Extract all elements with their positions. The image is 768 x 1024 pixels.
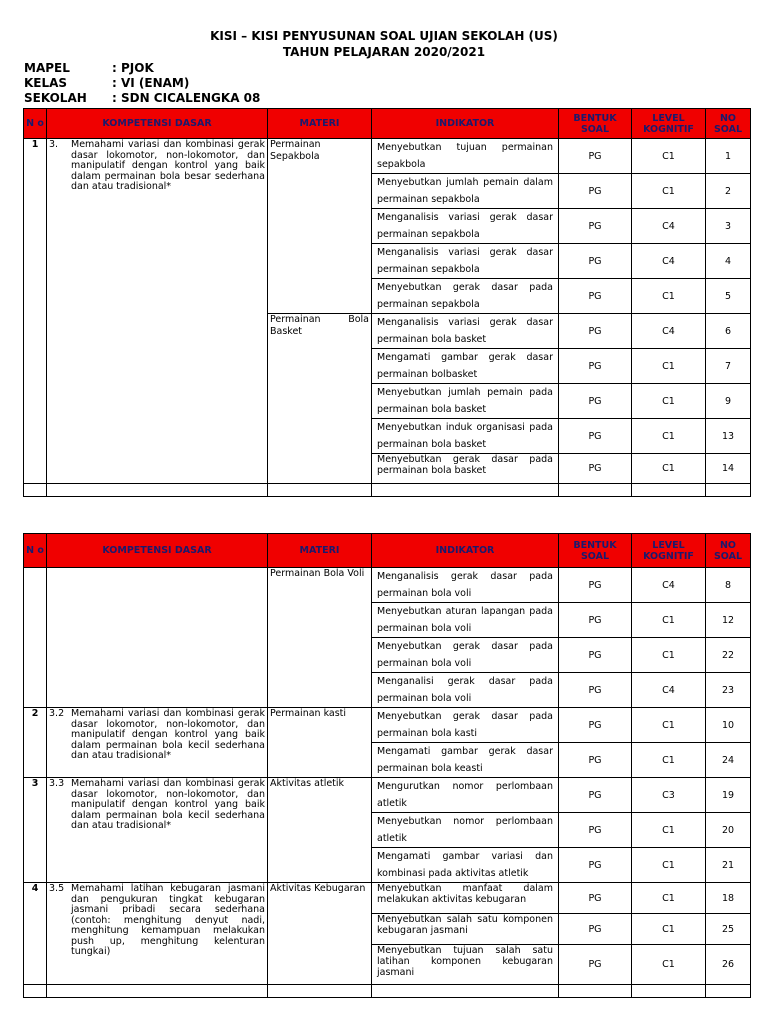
kompetensi-dasar-cell [47,778,268,883]
indikator-cell [372,673,559,708]
indikator-text: Menyebutkan tujuan permainan sepakbola [377,142,553,170]
empty-cell [632,985,706,998]
level-kognitif-cell: C1 [632,419,706,454]
col-header-bentuk: BENTUK SOAL [559,534,632,568]
level-kognitif-cell: C1 [632,139,706,174]
materi-cell [268,568,372,708]
level-kognitif-cell: C1 [632,848,706,883]
materi-text: Permainan Sepakbola [270,139,321,162]
indikator-cell [372,384,559,419]
level-kognitif-cell: C1 [632,945,706,985]
no-soal-cell: 19 [706,778,751,813]
kompetensi-dasar-cell [47,883,268,985]
indikator-cell [372,568,559,603]
indikator-cell [372,743,559,778]
level-kognitif-cell: C1 [632,603,706,638]
col-header-indikator: INDIKATOR [372,109,559,139]
kd-number: 3.5 [49,883,65,894]
col-header-no: N o [24,534,47,568]
kd-text: Memahami variasi dan kombinasi gerak dasar lokomotor, non-lokomotor, dan manipulatif dengan kontrol yang baik dalam permainan bola kecil sederhana dan atau tradisional* [71,708,265,761]
bentuk-soal-cell: PG [559,945,632,985]
col-header-materi: MATERI [268,534,372,568]
indikator-cell [372,848,559,883]
empty-cell [372,985,559,998]
level-kognitif-cell: C4 [632,209,706,244]
kd-block [49,708,265,762]
empty-cell [24,985,47,998]
bentuk-soal-cell: PG [559,314,632,349]
materi-cell [268,314,372,484]
col-header-level: LEVEL KOGNITIF [632,534,706,568]
info-label: MAPEL [24,61,70,75]
bentuk-soal-cell: PG [559,638,632,673]
no-soal-cell: 7 [706,349,751,384]
bentuk-soal-cell: PG [559,848,632,883]
bentuk-soal-cell: PG [559,174,632,209]
indikator-cell [372,454,559,484]
level-kognitif-cell: C1 [632,638,706,673]
empty-cell [559,985,632,998]
kompetensi-dasar-cell [47,708,268,778]
no-soal-cell: 23 [706,673,751,708]
empty-cell [706,484,751,497]
indikator-text: Mengamati gambar gerak dasar permainan bolbasket [377,352,553,380]
kd-text: Memahami variasi dan kombinasi gerak dasar lokomotor, non-lokomotor, dan manipulatif dengan kontrol yang baik dalam permainan bola besar sederhana dan atau tradisional* [71,139,265,192]
indikator-text: Menyebutkan induk organisasi pada permainan bola basket [377,422,553,450]
indikator-cell [372,209,559,244]
row-number-cell: 3 [24,778,47,883]
indikator-text: Menyebutkan tujuan salah satu latihan komponen kebugaran jasmani [377,945,553,978]
empty-cell [372,484,559,497]
materi-text: Aktivitas Kebugaran [270,883,366,894]
bentuk-soal-cell: PG [559,743,632,778]
level-kognitif-cell: C4 [632,568,706,603]
kompetensi-dasar-cell [47,568,268,708]
materi-text: Permainan Bola Basket [270,314,369,337]
row-number-cell: 2 [24,708,47,778]
indikator-text: Mengamati gambar variasi dan kombinasi pada aktivitas atletik [377,851,553,879]
no-soal-cell: 14 [706,454,751,484]
level-kognitif-cell: C1 [632,883,706,914]
empty-cell [268,985,372,998]
level-kognitif-cell: C1 [632,743,706,778]
bentuk-soal-cell: PG [559,454,632,484]
empty-cell [632,484,706,497]
indikator-cell [372,244,559,279]
kompetensi-dasar-cell [47,139,268,484]
indikator-text: Menganalisis variasi gerak dasar permainan bola basket [377,317,553,345]
row-number-cell: 1 [24,139,47,484]
indikator-text: Mengamati gambar gerak dasar permainan bola keasti [377,746,553,774]
kisi-table-2 [23,533,751,998]
empty-cell [706,985,751,998]
indikator-cell [372,419,559,454]
materi-text: Permainan Bola Voli [270,568,365,579]
indikator-cell [372,914,559,945]
bentuk-soal-cell: PG [559,349,632,384]
indikator-text: Menyebutkan aturan lapangan pada permainan bola voli [377,606,553,634]
kd-text: Memahami variasi dan kombinasi gerak dasar lokomotor, non-lokomotor, dan manipulatif dengan kontrol yang baik dalam permainan bola kecil sederhana dan atau tradisional* [71,778,265,831]
empty-row [24,985,751,998]
info-value: : VI (ENAM) [112,76,190,90]
level-kognitif-cell: C1 [632,279,706,314]
document-title: KISI – KISI PENYUSUNAN SOAL UJIAN SEKOLAH (US) [210,29,558,43]
kd-block [49,883,265,958]
level-kognitif-cell: C4 [632,673,706,708]
bentuk-soal-cell: PG [559,568,632,603]
info-value: : PJOK [112,61,154,75]
col-header-bentuk: BENTUK SOAL [559,109,632,139]
indikator-cell [372,174,559,209]
bentuk-soal-cell: PG [559,384,632,419]
bentuk-soal-cell: PG [559,778,632,813]
kisi-table-1 [23,108,751,497]
kd-number: 3.2 [49,708,65,719]
indikator-cell [372,778,559,813]
level-kognitif-cell: C1 [632,454,706,484]
indikator-cell [372,314,559,349]
no-soal-cell: 20 [706,813,751,848]
bentuk-soal-cell: PG [559,244,632,279]
materi-cell [268,708,372,778]
no-soal-cell: 5 [706,279,751,314]
materi-cell [268,778,372,883]
empty-cell [47,985,268,998]
table-row [24,778,751,813]
indikator-text: Menyebutkan manfaat dalam melakukan aktivitas kebugaran [377,883,553,905]
no-soal-cell: 22 [706,638,751,673]
empty-cell [24,484,47,497]
kd-number: 3.3 [49,778,65,789]
indikator-text: Menganalisis variasi gerak dasar permainan sepakbola [377,212,553,240]
indikator-text: Menyebutkan jumlah pemain dalam permainan sepakbola [377,177,553,205]
indikator-cell [372,139,559,174]
indikator-text: Menyebutkan salah satu komponen kebugaran jasmani [377,914,553,936]
indikator-text: Mengurutkan nomor perlombaan atletik [377,781,553,809]
no-soal-cell: 18 [706,883,751,914]
col-header-materi: MATERI [268,109,372,139]
indikator-cell [372,945,559,985]
indikator-cell [372,349,559,384]
table-header-row [24,109,751,139]
no-soal-cell: 9 [706,384,751,419]
empty-row [24,484,751,497]
no-soal-cell: 25 [706,914,751,945]
indikator-text: Menyebutkan gerak dasar pada permainan bola kasti [377,711,553,739]
no-soal-cell: 24 [706,743,751,778]
indikator-cell [372,279,559,314]
empty-cell [559,484,632,497]
col-header-indikator: INDIKATOR [372,534,559,568]
bentuk-soal-cell: PG [559,883,632,914]
col-header-kompetensi: KOMPETENSI DASAR [47,534,268,568]
materi-text: Aktivitas atletik [270,778,345,789]
indikator-text: Menganalisi gerak dasar pada permainan bola voli [377,676,553,704]
col-header-no-soal: NO SOAL [706,534,751,568]
info-label: KELAS [24,76,68,90]
no-soal-cell: 1 [706,139,751,174]
level-kognitif-cell: C4 [632,244,706,279]
empty-cell [47,484,268,497]
no-soal-cell: 21 [706,848,751,883]
table-row [24,883,751,914]
col-header-level: LEVEL KOGNITIF [632,109,706,139]
indikator-text: Menganalisis variasi gerak dasar permainan sepakbola [377,247,553,275]
no-soal-cell: 3 [706,209,751,244]
row-number-cell [24,568,47,708]
kd-block [49,139,265,193]
no-soal-cell: 10 [706,708,751,743]
info-value: : SDN CICALENGKA 08 [112,91,261,105]
col-header-no-soal: NO SOAL [706,109,751,139]
indikator-cell [372,708,559,743]
indikator-cell [372,638,559,673]
level-kognitif-cell: C1 [632,708,706,743]
bentuk-soal-cell: PG [559,914,632,945]
bentuk-soal-cell: PG [559,673,632,708]
kd-text: Memahami latihan kebugaran jasmani dan pengukuran tingkat kebugaran jasmani pribadi secara sederhana (contoh: menghitung denyut nadi, menghitung kemampuan melakukan push up, menghitung kelenturan tungkai) [71,883,265,957]
materi-text: Permainan kasti [270,708,347,719]
empty-cell [268,484,372,497]
table-row [24,139,751,174]
bentuk-soal-cell: PG [559,419,632,454]
bentuk-soal-cell: PG [559,139,632,174]
indikator-cell [372,603,559,638]
indikator-text: Menyebutkan gerak dasar pada permainan bola voli [377,641,553,669]
document-subtitle: TAHUN PELAJARAN 2020/2021 [282,45,486,59]
indikator-text: Menganalisis gerak dasar pada permainan bola voli [377,571,553,599]
indikator-text: Menyebutkan jumlah pemain pada permainan bola basket [377,387,553,415]
indikator-text: Menyebutkan gerak dasar pada permainan sepakbola [377,282,553,310]
no-soal-cell: 13 [706,419,751,454]
table-header-row [24,534,751,568]
level-kognitif-cell: C1 [632,174,706,209]
indikator-text: Menyebutkan gerak dasar pada permainan bola basket [377,454,553,476]
col-header-kompetensi: KOMPETENSI DASAR [47,109,268,139]
kd-number: 3. [49,139,59,150]
no-soal-cell: 12 [706,603,751,638]
no-soal-cell: 6 [706,314,751,349]
indikator-cell [372,883,559,914]
no-soal-cell: 8 [706,568,751,603]
table-row [24,708,751,743]
bentuk-soal-cell: PG [559,209,632,244]
level-kognitif-cell: C1 [632,813,706,848]
indikator-text: Menyebutkan nomor perlombaan atletik [377,816,553,844]
bentuk-soal-cell: PG [559,279,632,314]
level-kognitif-cell: C1 [632,914,706,945]
materi-cell [268,883,372,985]
level-kognitif-cell: C1 [632,349,706,384]
no-soal-cell: 4 [706,244,751,279]
table-row [24,568,751,603]
info-label: SEKOLAH [24,91,87,105]
no-soal-cell: 26 [706,945,751,985]
kd-block [49,778,265,832]
bentuk-soal-cell: PG [559,813,632,848]
no-soal-cell: 2 [706,174,751,209]
bentuk-soal-cell: PG [559,603,632,638]
bentuk-soal-cell: PG [559,708,632,743]
row-number-cell: 4 [24,883,47,985]
level-kognitif-cell: C4 [632,314,706,349]
indikator-cell [372,813,559,848]
materi-cell [268,139,372,314]
level-kognitif-cell: C1 [632,384,706,419]
level-kognitif-cell: C3 [632,778,706,813]
col-header-no: N o [24,109,47,139]
